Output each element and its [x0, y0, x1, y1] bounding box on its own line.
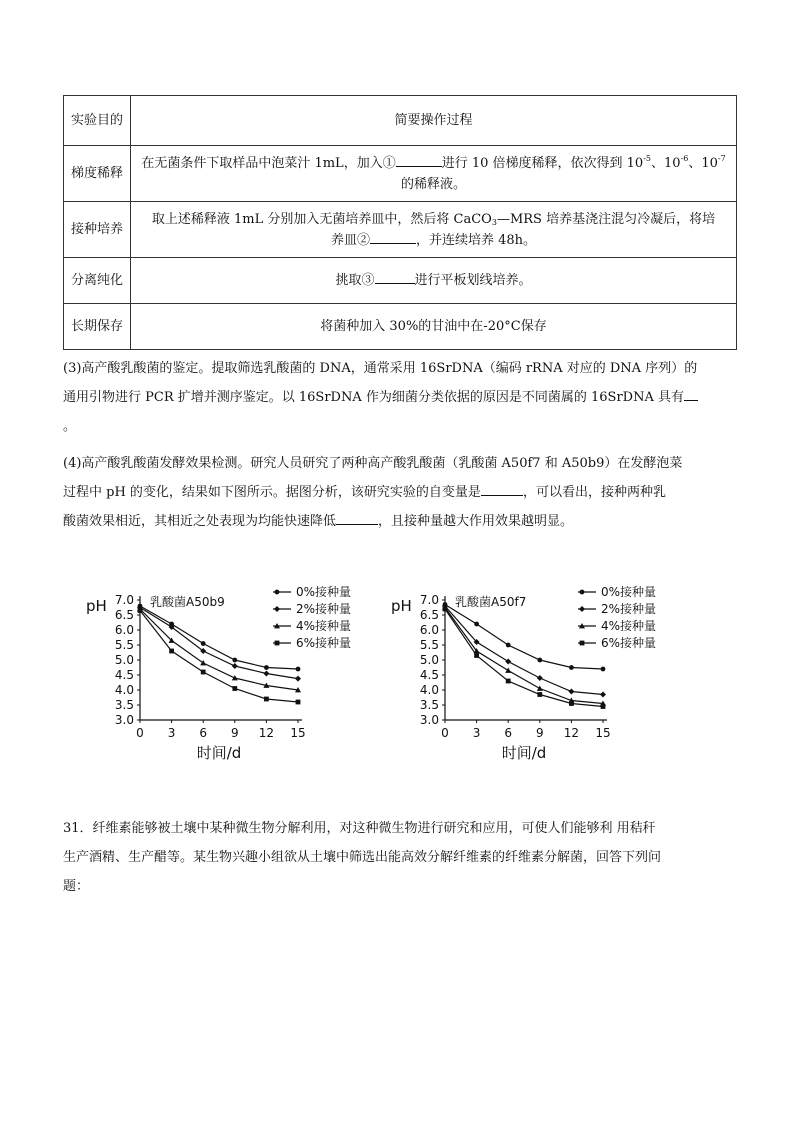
- table-row: [64, 146, 737, 202]
- x-axis-label: 时间/d: [501, 744, 547, 762]
- q3-line-3: 。: [63, 419, 77, 434]
- x-tick-label: 12: [258, 726, 275, 740]
- series-line: [140, 606, 298, 669]
- subscript: 3: [491, 217, 497, 227]
- question-31: [63, 814, 743, 901]
- answer-blank-1[interactable]: [396, 154, 442, 167]
- text-segment: 挑取③: [335, 273, 375, 288]
- data-point: [579, 606, 585, 612]
- y-tick-label: 7.0: [114, 593, 134, 607]
- y-tick-label: 6.5: [114, 608, 134, 622]
- y-tick-label: 4.5: [419, 668, 439, 682]
- data-point: [138, 608, 143, 613]
- text-segment: ，且接种量越大作用效果越明显。: [378, 514, 574, 529]
- y-tick-label: 5.5: [419, 638, 439, 652]
- text-segment: ，可以看出，接种两种乳: [522, 485, 666, 500]
- row-label: 分离纯化: [64, 258, 131, 304]
- row-line: [135, 153, 732, 174]
- data-point: [505, 659, 511, 665]
- y-tick-label: 5.0: [114, 653, 134, 667]
- table-row: [64, 304, 737, 350]
- y-tick-label: 5.0: [419, 653, 439, 667]
- text-segment: 通用引物进行 PCR 扩增并测序鉴定。以 16SrDNA 作为细菌分类依据的原因是不同菌属的 16SrDNA 具有: [63, 390, 684, 405]
- data-point: [537, 686, 543, 691]
- data-point: [601, 704, 606, 709]
- y-tick-label: 3.5: [419, 698, 439, 712]
- q3-line-1: (3)高产酸乳酸菌的鉴定。提取筛选乳酸菌的 DNA，通常采用 16SrDNA（编码 rRNA 对应的 DNA 序列）的: [63, 361, 698, 376]
- series-line: [140, 609, 298, 690]
- y-tick-label: 5.5: [114, 638, 134, 652]
- data-point: [600, 692, 606, 698]
- data-point: [443, 607, 448, 612]
- row-label: 长期保存: [64, 304, 131, 350]
- data-point: [296, 667, 301, 672]
- text-segment: 进行平板划线培养。: [414, 273, 532, 288]
- table-header-purpose: 实验目的: [64, 96, 131, 146]
- x-tick-label: 6: [504, 726, 513, 740]
- ph-chart-a50b9: [78, 580, 378, 780]
- row-line: 的稀释液。: [400, 176, 466, 192]
- data-point: [537, 658, 542, 663]
- q3-line-2: [63, 383, 743, 412]
- data-point: [295, 676, 301, 682]
- data-point: [296, 700, 301, 705]
- table-header-procedure: 简要操作过程: [131, 96, 737, 146]
- y-tick-label: 3.0: [114, 713, 134, 727]
- legend-label: 2%接种量: [296, 602, 352, 616]
- table-header-row: [64, 96, 737, 146]
- y-tick-label: 6.0: [419, 623, 439, 637]
- q31-line-3: 题：: [63, 879, 90, 894]
- data-point: [201, 641, 206, 646]
- y-tick-label: 7.0: [419, 593, 439, 607]
- text-segment: 、10: [650, 155, 681, 171]
- data-point: [537, 692, 542, 697]
- answer-blank-3[interactable]: [375, 271, 415, 284]
- text-segment: —MRS 培养基浇注混匀冷凝后，将培: [496, 211, 716, 227]
- text-segment: ，并连续培养 48h。: [415, 232, 537, 248]
- series-line: [140, 611, 298, 703]
- row-line: [135, 230, 732, 251]
- q4-line-1: (4)高产酸乳酸菌发酵效果检测。研究人员研究了两种高产酸乳酸菌（乳酸菌 A50f7 和 A50b9）在发酵泡菜: [63, 456, 683, 471]
- experiment-table: [63, 95, 737, 350]
- text-segment: 进行 10 倍梯度稀释，依次得到 10: [441, 155, 644, 171]
- legend-label: 0%接种量: [601, 585, 657, 599]
- answer-blank-4[interactable]: [684, 388, 698, 401]
- answer-blank-6[interactable]: [336, 512, 378, 525]
- exponent: -5: [643, 153, 651, 163]
- legend-label: 6%接种量: [296, 636, 352, 650]
- chart-title: 乳酸菌A50f7: [455, 595, 527, 609]
- data-point: [264, 697, 269, 702]
- row-content: [131, 258, 737, 304]
- q31-line-1: 31．纤维素能够被土壤中某种微生物分解利用，对这种微生物进行研究和应用，可使人们能够利 用秸秆: [63, 821, 656, 836]
- data-point: [569, 701, 574, 706]
- data-point: [580, 641, 585, 646]
- text-segment: 过程中 pH 的变化，结果如下图所示。据图分析，该研究实验的自变量是: [63, 485, 481, 500]
- legend-label: 4%接种量: [296, 619, 352, 633]
- y-tick-label: 6.0: [114, 623, 134, 637]
- data-point: [601, 667, 606, 672]
- text-segment: 酸菌效果相近，其相近之处表现为均能快速降低: [63, 514, 337, 529]
- text-segment: 取上述稀释液 1mL 分别加入无菌培养皿中，然后将 CaCO: [151, 211, 492, 227]
- y-tick-label: 6.5: [419, 608, 439, 622]
- y-tick-label: 4.5: [114, 668, 134, 682]
- text-segment: 养皿②: [330, 232, 370, 248]
- exponent: -6: [680, 153, 689, 163]
- data-point: [474, 622, 479, 627]
- row-line: [135, 209, 732, 230]
- data-point: [569, 665, 574, 670]
- x-tick-label: 12: [563, 726, 580, 740]
- y-tick-label: 3.0: [419, 713, 439, 727]
- series-line: [445, 605, 603, 670]
- data-point: [474, 653, 479, 658]
- x-axis-label: 时间/d: [196, 744, 242, 762]
- table-row: [64, 258, 737, 304]
- row-content: [131, 146, 737, 202]
- x-tick-label: 15: [290, 726, 306, 740]
- data-point: [537, 675, 543, 681]
- legend-label: 6%接种量: [601, 636, 657, 650]
- x-tick-label: 0: [136, 726, 144, 740]
- question-3: [63, 354, 743, 441]
- data-point: [232, 658, 237, 663]
- data-point: [232, 686, 237, 691]
- row-content: [131, 202, 737, 258]
- x-tick-label: 3: [472, 726, 481, 740]
- legend-label: 0%接种量: [296, 585, 352, 599]
- question-4: [63, 449, 743, 536]
- data-point: [580, 590, 585, 595]
- answer-blank-5[interactable]: [481, 483, 523, 496]
- y-tick-label: 4.0: [419, 683, 439, 697]
- q31-line-2: 生产酒精、生产醋等。某生物兴趣小组欲从土壤中筛选出能高效分解纤维素的纤维素分解菌，回答下列问: [63, 850, 662, 865]
- x-tick-label: 9: [535, 726, 544, 740]
- data-point: [506, 643, 511, 648]
- x-tick-label: 15: [595, 726, 611, 740]
- data-point: [505, 668, 511, 673]
- data-point: [568, 689, 574, 695]
- data-point: [275, 641, 280, 646]
- x-tick-label: 0: [441, 726, 449, 740]
- text-segment: 、10: [688, 155, 718, 171]
- row-content: 将菌种加入 30%的甘油中在-20°C保存: [131, 304, 737, 350]
- x-tick-label: 3: [167, 726, 176, 740]
- data-point: [201, 670, 206, 675]
- y-axis-label: pH: [391, 597, 412, 615]
- y-axis-label: pH: [86, 597, 107, 615]
- data-point: [506, 679, 511, 684]
- legend-label: 2%接种量: [601, 602, 657, 616]
- data-point: [264, 665, 269, 670]
- data-point: [232, 675, 238, 680]
- answer-blank-2[interactable]: [370, 231, 416, 244]
- data-point: [232, 663, 238, 669]
- row-label: 接种培养: [64, 202, 131, 258]
- table-row: [64, 202, 737, 258]
- data-point: [275, 590, 280, 595]
- exponent: -7: [717, 153, 726, 163]
- ph-chart-a50f7: [383, 580, 683, 780]
- data-point: [263, 671, 269, 677]
- chart-title: 乳酸菌A50b9: [150, 595, 225, 609]
- series-line: [445, 608, 603, 704]
- text-segment: 在无菌条件下取样品中泡菜汁 1mL，加入①: [141, 155, 396, 171]
- data-point: [169, 649, 174, 654]
- q4-line-3: [63, 507, 743, 536]
- y-tick-label: 3.5: [114, 698, 134, 712]
- legend-label: 4%接种量: [601, 619, 657, 633]
- data-point: [274, 606, 280, 612]
- x-tick-label: 6: [199, 726, 208, 740]
- x-tick-label: 9: [230, 726, 239, 740]
- row-label: 梯度稀释: [64, 146, 131, 202]
- q4-line-2: [63, 478, 743, 507]
- y-tick-label: 4.0: [114, 683, 134, 697]
